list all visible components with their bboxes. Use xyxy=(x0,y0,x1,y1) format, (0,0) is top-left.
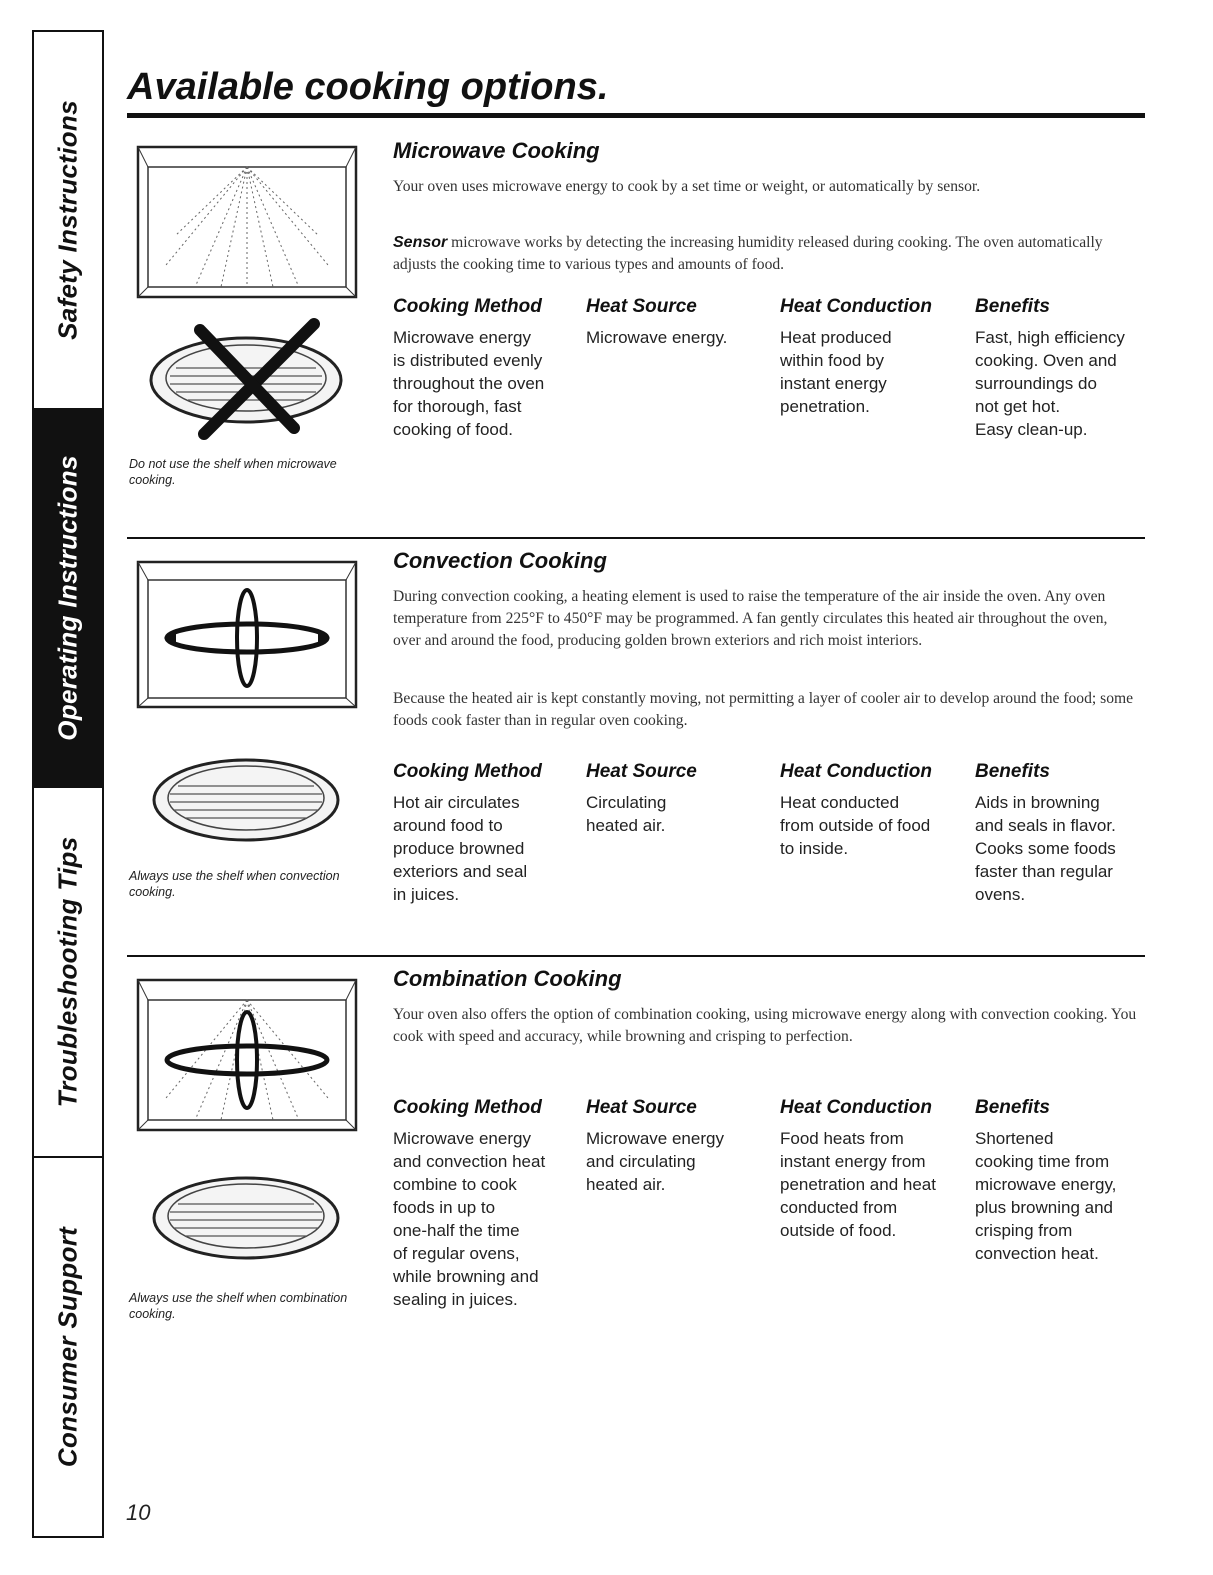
column-header-benefits: Benefits xyxy=(975,296,1050,317)
conduction-text: Food heats from instant energy from penetration and heat conducted from outside of food. xyxy=(780,1129,936,1240)
tab-safety-instructions[interactable] xyxy=(34,32,102,410)
section-title: Microwave Cooking xyxy=(393,138,600,163)
source-text: Circulating heated air. xyxy=(586,793,667,835)
column-header-source: Heat Source xyxy=(586,761,697,782)
convection-oven-illustration xyxy=(136,560,358,710)
method-text: Microwave energy and convection heat combine to cook foods in up to one-half the time of regular ovens, while browning and sealing in juices. xyxy=(393,1129,546,1309)
column-header-source: Heat Source xyxy=(586,1097,697,1118)
benefits-text: Fast, high efficiency cooking. Oven and surroundings do not get hot. Easy clean-up. xyxy=(975,328,1125,439)
page-number: 10 xyxy=(126,1500,151,1525)
benefits-text: Aids in browning and seals in flavor. Cooks some foods faster than regular ovens. xyxy=(975,793,1116,904)
tab-label: Safety Instructions xyxy=(52,100,83,340)
column-header-method: Cooking Method xyxy=(393,296,542,317)
column-header-benefits: Benefits xyxy=(975,761,1050,782)
shelf-caption: Do not use the shelf when microwave cooking. xyxy=(129,457,337,487)
benefits-text: Shortened cooking time from microwave energy, plus browning and crisping from convection heat. xyxy=(975,1129,1117,1263)
shelf-caption: Always use the shelf when combination cooking. xyxy=(129,1291,348,1321)
tab-label: Consumer Support xyxy=(52,1226,83,1468)
section-rule xyxy=(127,537,1145,539)
column-header-method: Cooking Method xyxy=(393,761,542,782)
sensor-text: microwave works by detecting the increasing humidity released during cooking. The oven automatically adjusts the cooking time to various types and amounts of food. xyxy=(393,234,1103,273)
tab-operating-instructions[interactable] xyxy=(34,410,102,788)
microwave-oven-illustration xyxy=(136,145,358,300)
shelf-caption: Always use the shelf when convection cooking. xyxy=(129,869,340,899)
tab-label: Troubleshooting Tips xyxy=(52,836,83,1108)
method-text: Microwave energy is distributed evenly throughout the oven for thorough, fast cooking of food. xyxy=(393,328,545,439)
combination-oven-illustration xyxy=(136,978,358,1133)
source-text: Microwave energy. xyxy=(586,328,728,347)
column-header-benefits: Benefits xyxy=(975,1097,1050,1118)
column-header-conduction: Heat Conduction xyxy=(780,761,932,782)
section-title: Convection Cooking xyxy=(393,548,607,573)
section-paragraph: During convection cooking, a heating element is used to raise the temperature of the air inside the oven. Any oven temperature from 225°F to 450°F may be programmed. A fan gently circulates this heated air throughout the oven, over and around the food, producing golden brown exteriors and rich moist interiors. xyxy=(393,588,1108,649)
method-text: Hot air circulates around food to produce browned exteriors and seal in juices. xyxy=(393,793,528,904)
column-header-source: Heat Source xyxy=(586,296,697,317)
tab-label: Operating Instructions xyxy=(52,455,83,741)
page-title: Available cooking options. xyxy=(127,66,609,108)
conduction-text: Heat produced within food by instant energy penetration. xyxy=(780,328,892,416)
shelf-illustration xyxy=(136,1156,358,1281)
title-rule xyxy=(127,113,1145,118)
column-header-conduction: Heat Conduction xyxy=(780,1097,932,1118)
section-paragraph: Because the heated air is kept constantly moving, not permitting a layer of cooler air to develop around the food; some foods cook faster than in regular oven cooking. xyxy=(393,690,1134,729)
section-title: Combination Cooking xyxy=(393,966,622,991)
sensor-term: Sensor xyxy=(393,234,448,251)
shelf-illustration xyxy=(136,738,358,863)
shelf-crossed-out-illustration xyxy=(136,310,358,440)
section-paragraph: Your oven also offers the option of combination cooking, using microwave energy along with convection cooking. You cook with speed and accuracy, while browning and crisping to perfection. xyxy=(393,1006,1137,1045)
tab-troubleshooting-tips[interactable] xyxy=(34,788,102,1158)
column-header-conduction: Heat Conduction xyxy=(780,296,932,317)
side-tab-bar xyxy=(32,30,104,1538)
source-text: Microwave energy and circulating heated air. xyxy=(586,1129,724,1194)
section-paragraph xyxy=(393,232,1138,276)
section-paragraph: Your oven uses microwave energy to cook by a set time or weight, or automatically by sensor. xyxy=(393,178,981,195)
section-rule xyxy=(127,955,1145,957)
column-header-method: Cooking Method xyxy=(393,1097,542,1118)
tab-consumer-support[interactable] xyxy=(34,1158,102,1536)
conduction-text: Heat conducted from outside of food to inside. xyxy=(780,793,931,858)
